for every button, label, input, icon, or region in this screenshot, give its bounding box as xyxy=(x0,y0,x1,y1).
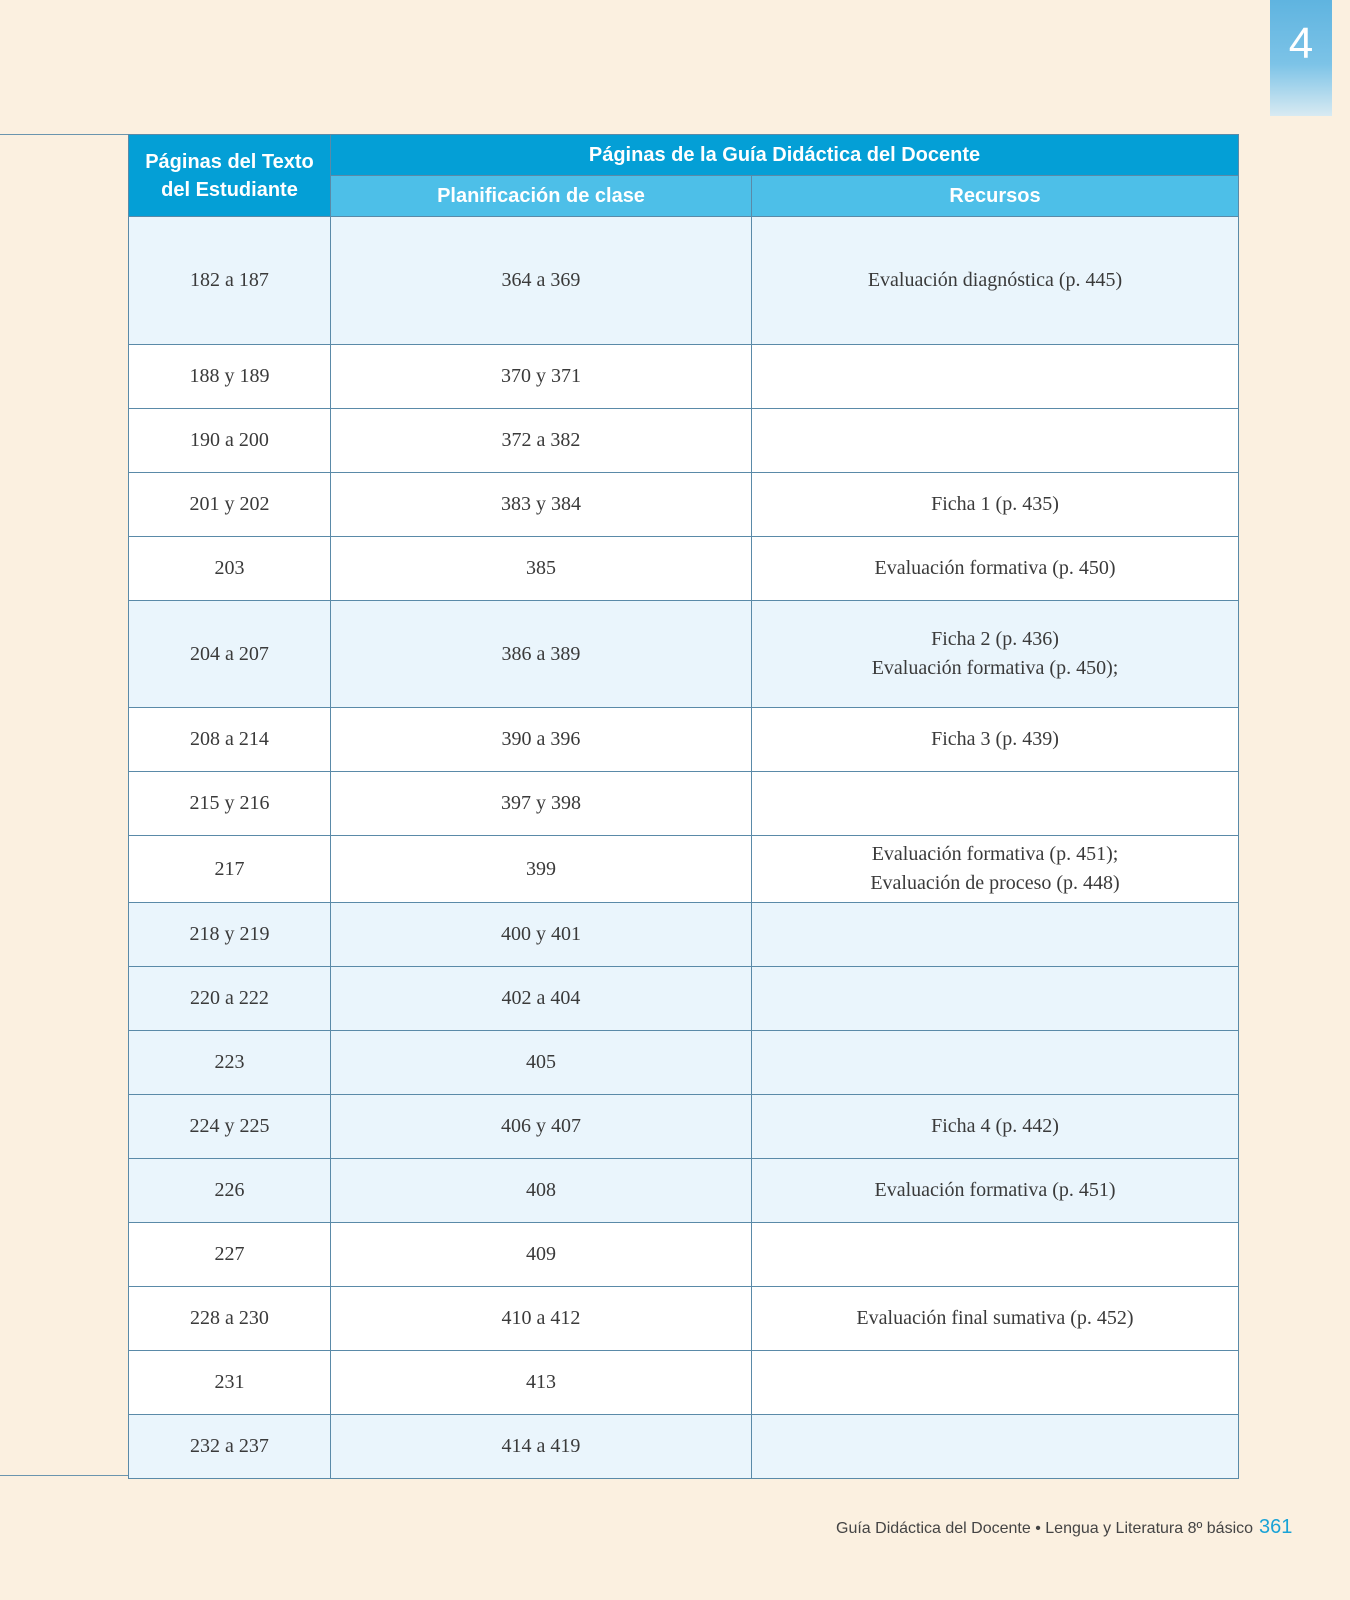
recurso-item: Evaluación formativa (p. 450) xyxy=(874,557,1116,579)
cell-recursos xyxy=(752,836,1239,903)
cell-texto-estudiante: 232 a 237 xyxy=(129,1415,331,1479)
cell-planificacion: 406 y 407 xyxy=(331,1095,752,1159)
cell-texto-estudiante: 224 y 225 xyxy=(129,1095,331,1159)
cell-recursos xyxy=(752,1031,1239,1095)
cell-texto-estudiante: 188 y 189 xyxy=(129,345,331,409)
left-margin-rule-bottom xyxy=(0,1475,128,1476)
cell-planificacion: 383 y 384 xyxy=(331,473,752,537)
table-row xyxy=(129,345,1239,409)
cell-recursos xyxy=(752,772,1239,836)
table-row xyxy=(129,473,1239,537)
table-row xyxy=(129,1223,1239,1287)
cell-recursos xyxy=(752,345,1239,409)
cell-planificacion: 405 xyxy=(331,1031,752,1095)
header-recursos: Recursos xyxy=(752,176,1239,217)
cell-recursos xyxy=(752,1159,1239,1223)
table-row xyxy=(129,217,1239,345)
cell-planificacion: 399 xyxy=(331,836,752,903)
page-footer xyxy=(836,1516,1292,1539)
table-row xyxy=(129,903,1239,967)
cell-recursos xyxy=(752,708,1239,772)
left-margin-rule-top xyxy=(0,134,128,135)
cell-texto-estudiante: 208 a 214 xyxy=(129,708,331,772)
cell-recursos xyxy=(752,1351,1239,1415)
cell-texto-estudiante: 228 a 230 xyxy=(129,1287,331,1351)
table-row xyxy=(129,601,1239,708)
cell-texto-estudiante: 226 xyxy=(129,1159,331,1223)
recurso-item: Ficha 4 (p. 442) xyxy=(931,1115,1059,1137)
cell-planificacion: 408 xyxy=(331,1159,752,1223)
cell-planificacion: 402 a 404 xyxy=(331,967,752,1031)
cell-recursos xyxy=(752,217,1239,345)
header-texto-line-2: del Estudiante xyxy=(161,178,298,201)
cell-planificacion: 386 a 389 xyxy=(331,601,752,708)
cell-texto-estudiante: 231 xyxy=(129,1351,331,1415)
cell-planificacion: 370 y 371 xyxy=(331,345,752,409)
cell-recursos xyxy=(752,473,1239,537)
recurso-item: Evaluación final sumativa (p. 452) xyxy=(856,1307,1134,1329)
table-row xyxy=(129,537,1239,601)
cell-texto-estudiante: 220 a 222 xyxy=(129,967,331,1031)
table-row xyxy=(129,836,1239,903)
recurso-item: Evaluación diagnóstica (p. 445) xyxy=(867,269,1123,291)
recurso-item: Evaluación formativa (p. 451) xyxy=(874,1179,1116,1201)
recurso-item: Ficha 2 (p. 436) xyxy=(931,628,1059,650)
cell-texto-estudiante: 201 y 202 xyxy=(129,473,331,537)
cell-texto-estudiante: 204 a 207 xyxy=(129,601,331,708)
cell-texto-estudiante: 217 xyxy=(129,836,331,903)
cell-planificacion: 409 xyxy=(331,1223,752,1287)
cell-recursos xyxy=(752,1095,1239,1159)
header-guia-docente: Páginas de la Guía Didáctica del Docente xyxy=(331,135,1239,176)
cell-planificacion: 390 a 396 xyxy=(331,708,752,772)
cell-planificacion: 413 xyxy=(331,1351,752,1415)
cell-recursos xyxy=(752,967,1239,1031)
table-row xyxy=(129,708,1239,772)
cell-texto-estudiante: 182 a 187 xyxy=(129,217,331,345)
header-texto-line-1: Páginas del Texto xyxy=(145,150,314,173)
chapter-tab: 4 xyxy=(1270,0,1332,116)
table-row xyxy=(129,409,1239,473)
table-row xyxy=(129,1415,1239,1479)
cell-texto-estudiante: 223 xyxy=(129,1031,331,1095)
cell-planificacion: 364 a 369 xyxy=(331,217,752,345)
cell-planificacion: 385 xyxy=(331,537,752,601)
table-row xyxy=(129,967,1239,1031)
cell-texto-estudiante: 203 xyxy=(129,537,331,601)
table-row xyxy=(129,1351,1239,1415)
cell-recursos xyxy=(752,1415,1239,1479)
cell-recursos xyxy=(752,537,1239,601)
table-row xyxy=(129,1095,1239,1159)
cell-planificacion: 410 a 412 xyxy=(331,1287,752,1351)
footer-text: Guía Didáctica del Docente • Lengua y Literatura 8º básico xyxy=(836,1520,1254,1537)
pages-table xyxy=(128,134,1239,1479)
cell-recursos xyxy=(752,1223,1239,1287)
cell-texto-estudiante: 227 xyxy=(129,1223,331,1287)
recurso-item: Evaluación formativa (p. 450); xyxy=(871,657,1119,679)
table-row xyxy=(129,1031,1239,1095)
cell-recursos xyxy=(752,409,1239,473)
recurso-item: Evaluación formativa (p. 451); xyxy=(871,843,1119,865)
header-texto-estudiante xyxy=(129,135,331,217)
table-body xyxy=(129,217,1239,1479)
table-row xyxy=(129,1159,1239,1223)
recurso-item: Ficha 3 (p. 439) xyxy=(931,728,1059,750)
pages-table-container xyxy=(128,134,1238,1479)
cell-texto-estudiante: 190 a 200 xyxy=(129,409,331,473)
cell-planificacion: 400 y 401 xyxy=(331,903,752,967)
cell-planificacion: 372 a 382 xyxy=(331,409,752,473)
cell-texto-estudiante: 215 y 216 xyxy=(129,772,331,836)
cell-planificacion: 397 y 398 xyxy=(331,772,752,836)
cell-recursos xyxy=(752,601,1239,708)
cell-texto-estudiante: 218 y 219 xyxy=(129,903,331,967)
table-row xyxy=(129,1287,1239,1351)
cell-recursos xyxy=(752,903,1239,967)
cell-planificacion: 414 a 419 xyxy=(331,1415,752,1479)
header-planificacion: Planificación de clase xyxy=(331,176,752,217)
cell-recursos xyxy=(752,1287,1239,1351)
recurso-item: Evaluación de proceso (p. 448) xyxy=(870,872,1120,894)
page-number: 361 xyxy=(1259,1516,1293,1538)
recurso-item: Ficha 1 (p. 435) xyxy=(931,493,1059,515)
table-row xyxy=(129,772,1239,836)
